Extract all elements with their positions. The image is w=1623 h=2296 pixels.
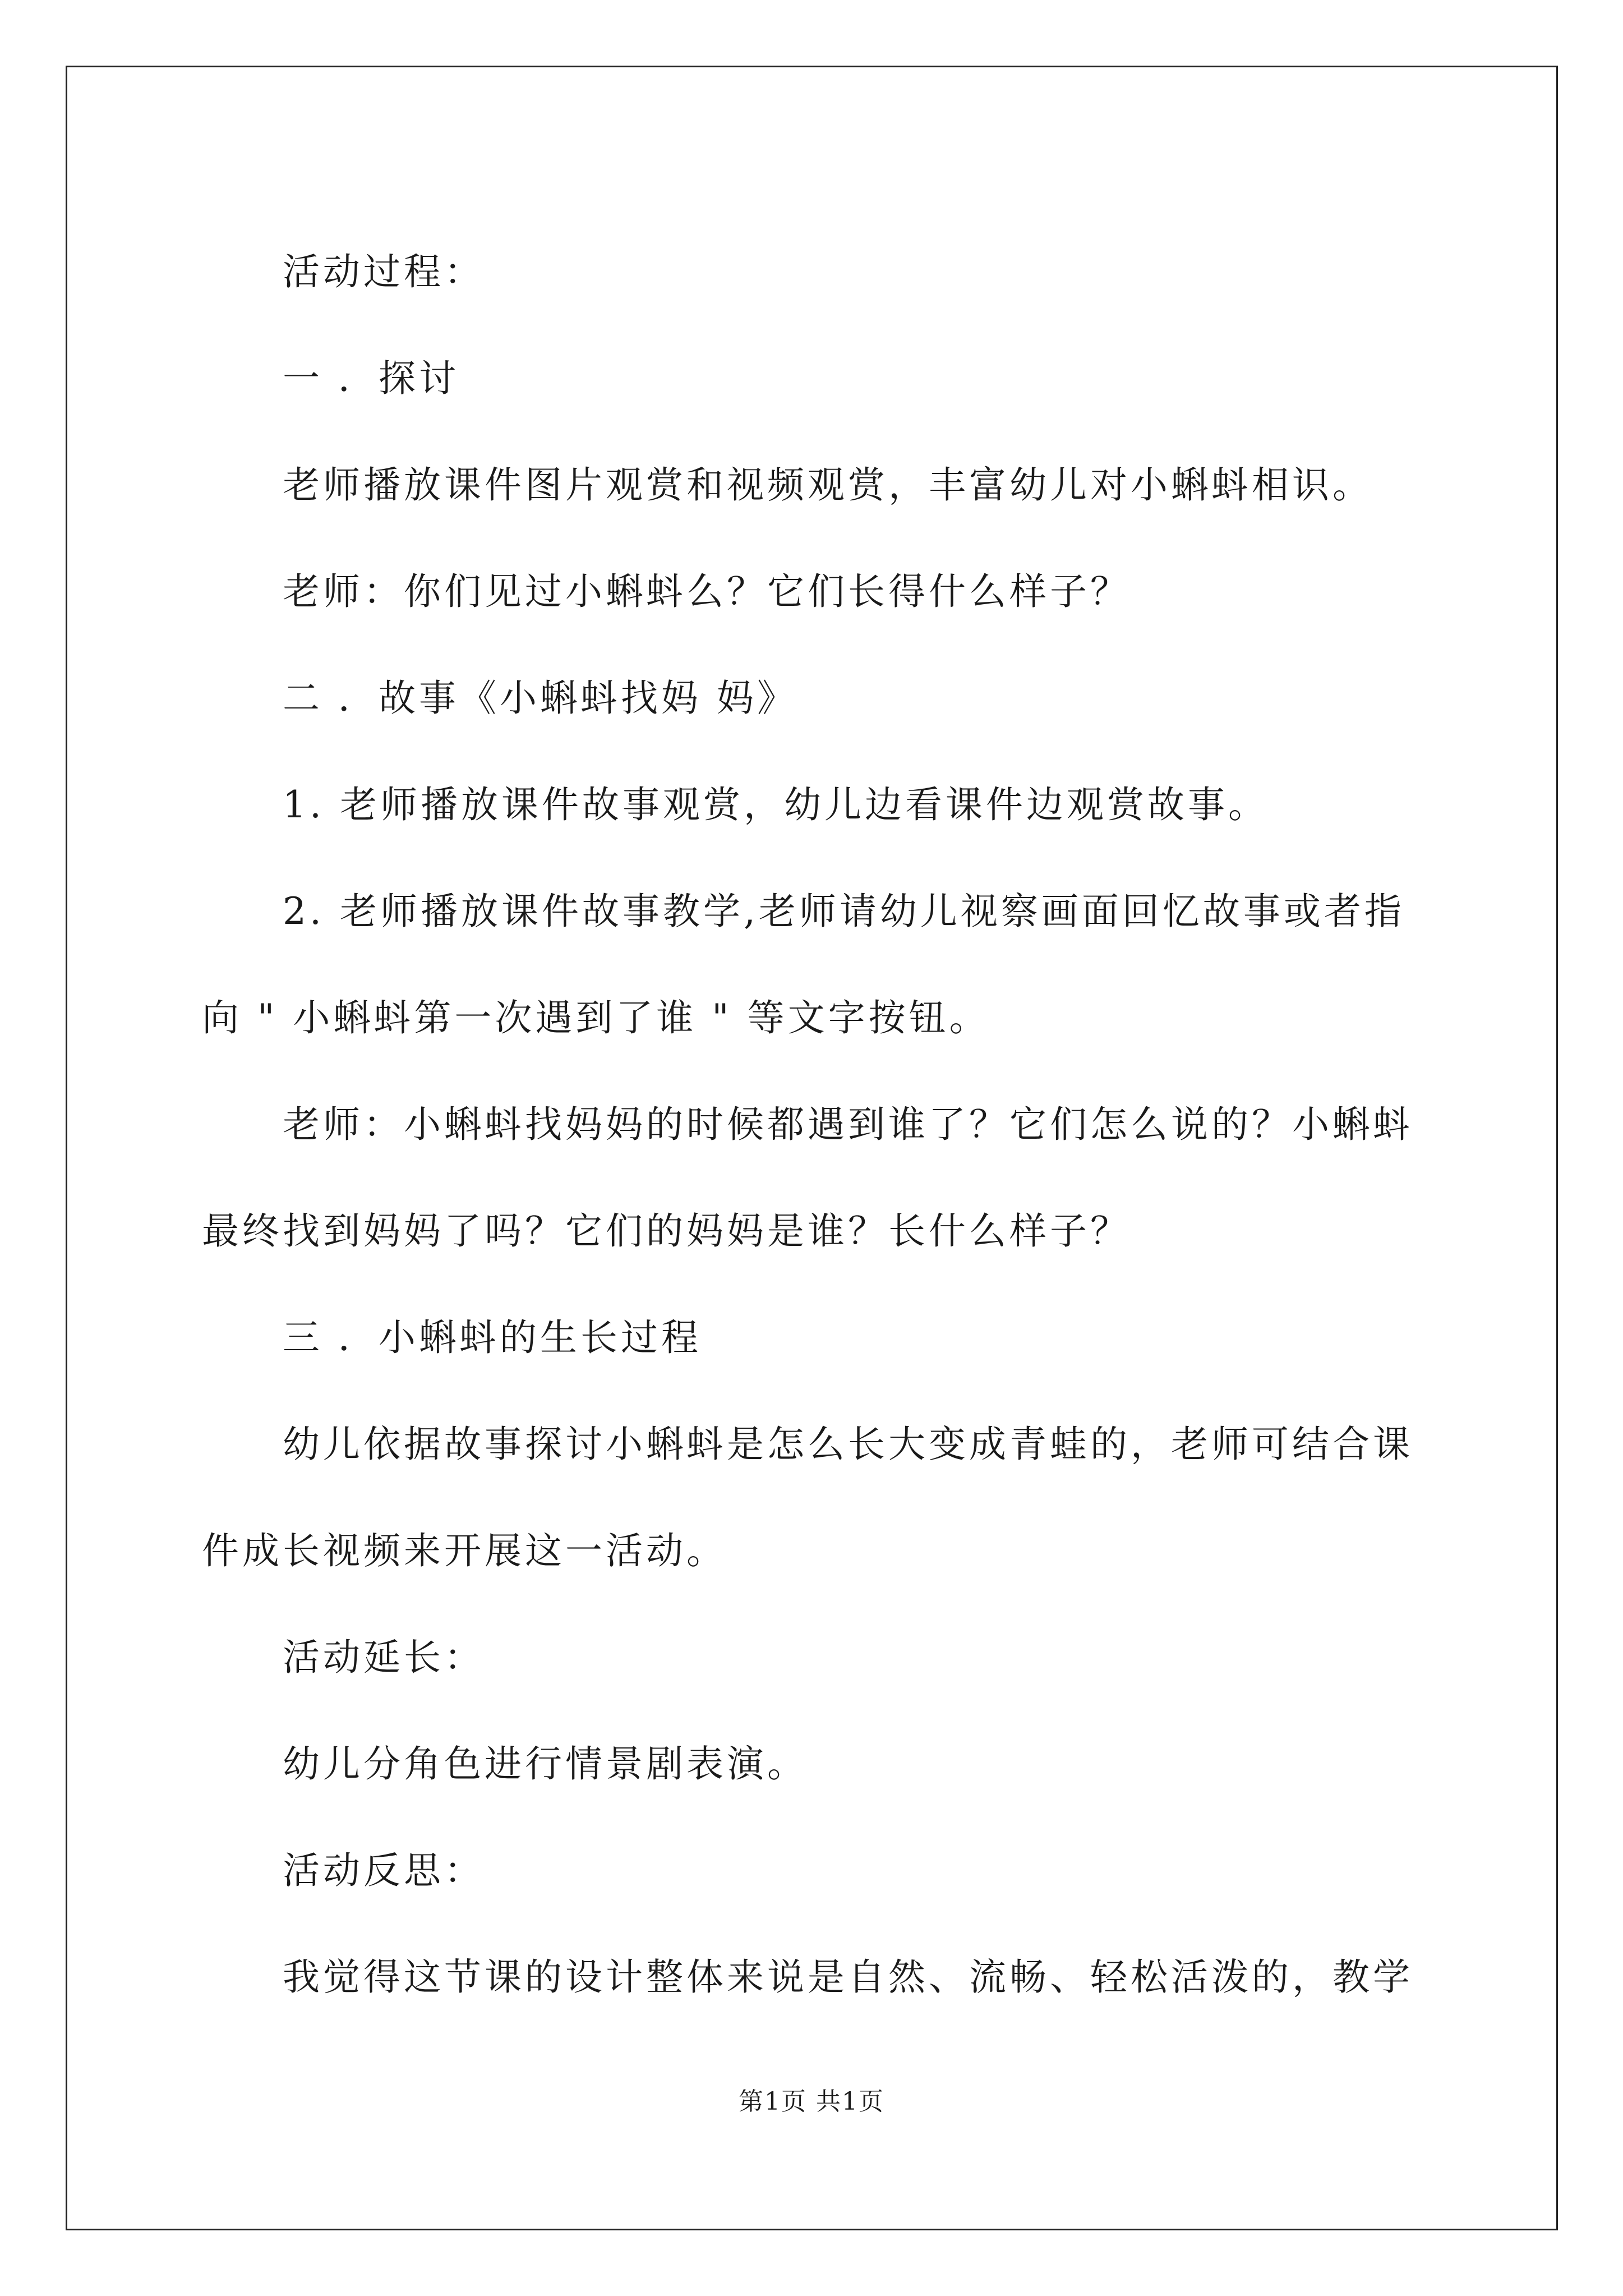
paragraph: 老师：小蝌蚪找妈妈的时候都遇到谁了？它们怎么说的？小蝌蚪最终找到妈妈了吗？它们的妈妈是谁？长什么样子？	[202, 1103, 1413, 1253]
paragraph: 1. 老师播放课件故事观赏，幼儿边看课件边观赏故事。	[283, 783, 1269, 826]
section-heading-story: 二 ．故事《小蝌蚪找妈 妈》	[283, 677, 797, 720]
paragraph: 幼儿依据故事探讨小蝌蚪是怎么长大变成青蛙的，老师可结合课件成长视频来开展这一活动。	[202, 1423, 1413, 1572]
paragraph: 幼儿分角色进行情景剧表演。	[283, 1742, 808, 1786]
page-number-footer: 第1页 共1页	[739, 2087, 884, 2116]
paragraph: 2. 老师播放课件故事教学,老师请幼儿视察画面回忆故事或者指向 " 小蝌蚪第一次遇到了谁 " 等文字按钮。	[202, 890, 1405, 1039]
section-heading-process: 活动过程：	[283, 250, 485, 293]
paragraph: 老师：你们见过小蝌蚪么？它们长得什么样子？	[283, 570, 1131, 613]
section-heading-extension: 活动延长：	[283, 1636, 485, 1679]
paragraph: 老师播放课件图片观赏和视频观赏，丰富幼儿对小蝌蚪相识。	[283, 463, 1373, 507]
section-heading-growth: 三 ．小蝌蚪的生长过程	[283, 1316, 702, 1359]
paragraph: 我觉得这节课的设计整体来说是自然、流畅、轻松活泼的，教学	[283, 1955, 1413, 1999]
section-heading-reflection: 活动反思：	[283, 1849, 485, 1892]
section-heading-discuss: 一 ．探讨	[283, 357, 459, 400]
document-body	[202, 219, 1430, 2031]
